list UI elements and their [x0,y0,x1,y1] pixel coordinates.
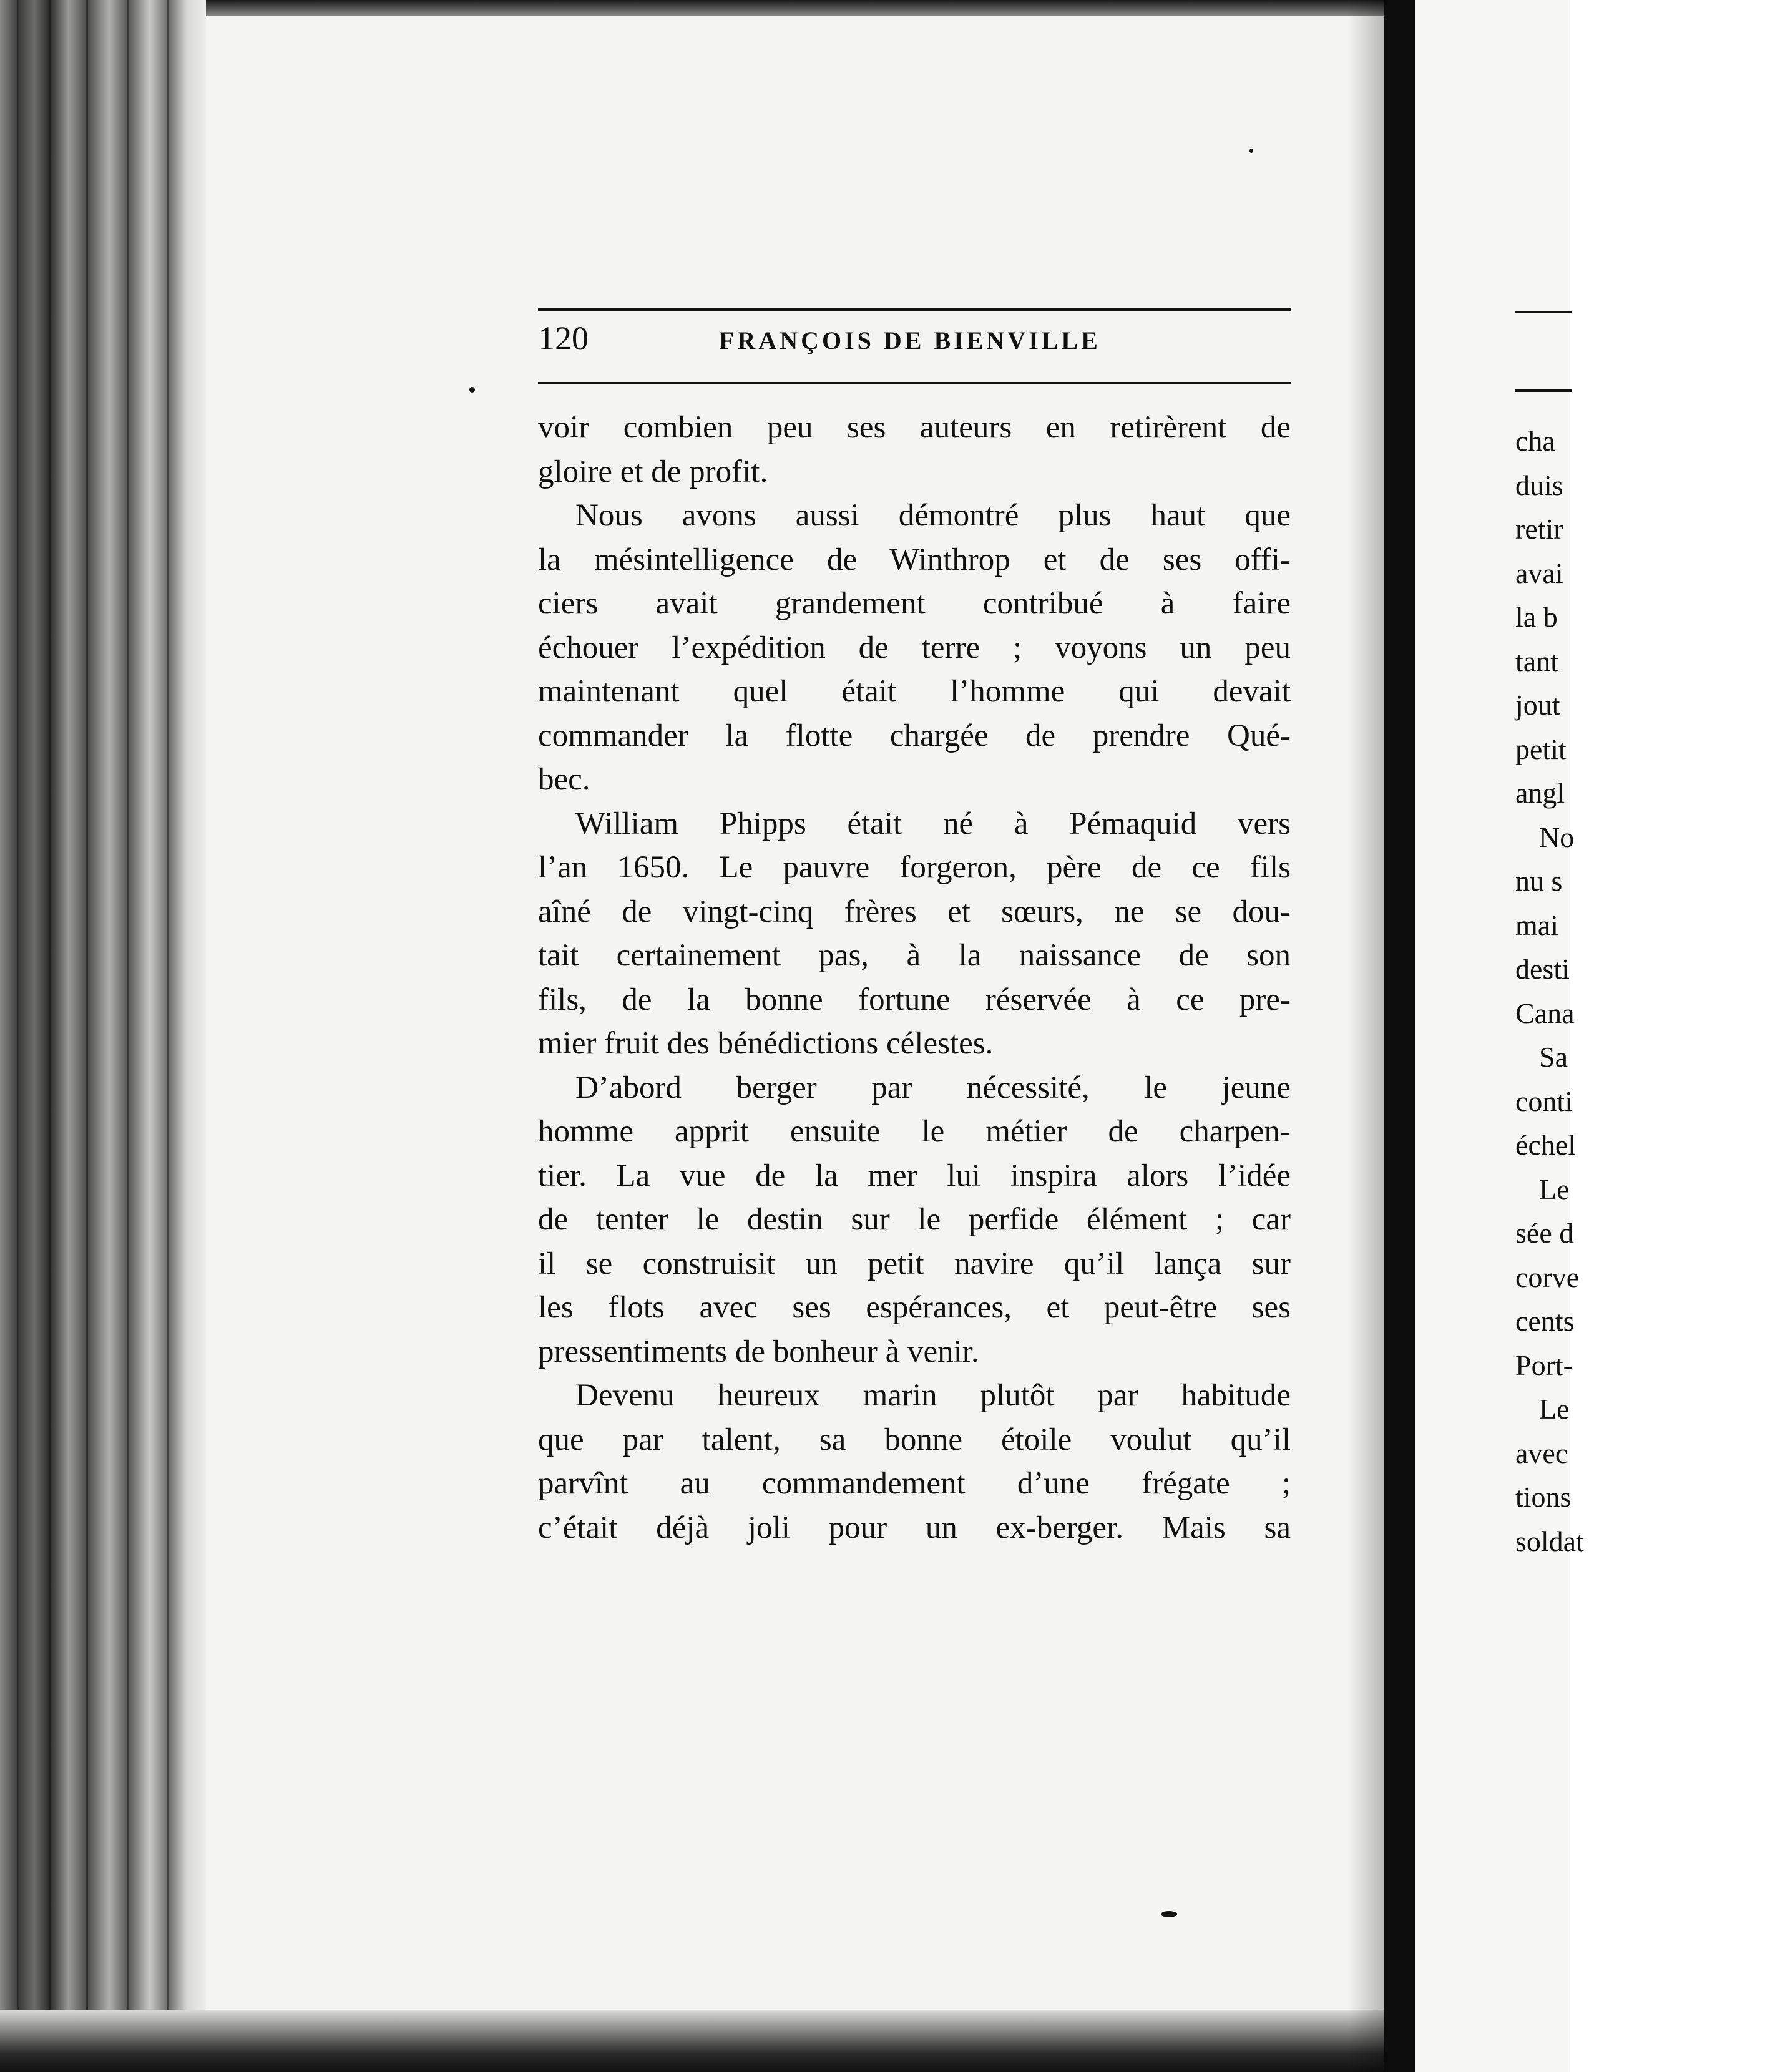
ink-speck [1161,1911,1177,1917]
ink-speck [1249,149,1253,153]
text-line: William Phipps était né à Pémaquid vers [575,806,1291,841]
text-line: bec. [538,762,590,797]
facing-text-line: petit [1515,733,1567,765]
facing-text-line: Le [1539,1393,1570,1425]
text-line: Nous avons aussi démontré plus haut que [575,498,1291,533]
facing-text-line: desti [1515,953,1570,985]
ink-speck [469,387,475,393]
text-line: il se construisit un petit navire qu’il lança sur [538,1246,1291,1281]
text-line: maintenant quel était l’homme qui devait [538,674,1291,709]
facing-text-line: Cana [1515,997,1575,1029]
right-facing-page [1415,0,1584,2072]
facing-text-line: conti [1515,1085,1573,1117]
page-edge-line [167,0,169,2072]
text-line: commander la flotte chargée de prendre Qué- [538,718,1291,753]
facing-text-line: cents [1515,1305,1575,1337]
text-line: c’était déjà joli pour un ex-berger. Mais sa [538,1510,1291,1545]
book-gutter [1384,0,1415,2072]
text-line: Devenu heureux marin plutôt par habitude [575,1378,1291,1413]
facing-text-line: échel [1515,1129,1577,1161]
text-line: homme apprit ensuite le métier de charpen- [538,1114,1291,1149]
facing-text-line: mai [1515,909,1558,941]
text-line: mier fruit des bénédictions célestes. [538,1026,994,1061]
facing-text-line: jout [1515,689,1560,721]
facing-text-line: soldat [1515,1525,1584,1557]
facing-text-line: Le [1539,1173,1570,1205]
page-number: 120 [538,320,589,357]
top-page-edge [0,0,1570,16]
header-rule-bottom [538,382,1291,384]
facing-header-rule-bottom [1515,389,1572,392]
body-text [538,406,1291,1550]
page-edge-line [49,0,51,2072]
text-line: parvînt au commandement d’une frégate ; [538,1466,1291,1501]
text-line: aîné de vingt-cinq frères et sœurs, ne se dou- [538,894,1291,929]
text-line: les flots avec ses espérances, et peut-être ses [538,1290,1291,1325]
text-line: tait certainement pas, à la naissance de son [538,938,1291,973]
running-title: FRANÇOIS DE BIENVILLE [719,326,1101,354]
text-line: l’an 1650. Le pauvre forgeron, père de ce fils [538,850,1291,885]
facing-text-line: Port- [1515,1349,1573,1381]
facing-text-line: tant [1515,645,1558,677]
facing-header-rule-top [1515,311,1572,313]
page-edge-line [86,0,88,2072]
facing-text-line: Sa [1539,1041,1568,1073]
text-line: ciers avait grandement contribué à faire [538,586,1291,621]
text-line: la mésintelligence de Winthrop et de ses offi- [538,542,1291,577]
text-line: pressentiments de bonheur à venir. [538,1334,979,1369]
text-line: voir combien peu ses auteurs en retirèrent de [538,410,1291,445]
facing-text-line: sée d [1515,1217,1574,1249]
facing-text-line: retir [1515,513,1563,545]
facing-text-line: nu s [1515,865,1563,897]
page-edge-line [127,0,129,2072]
facing-page-text [1515,419,1765,1563]
facing-text-line: tions [1515,1481,1572,1513]
facing-text-line: cha [1515,425,1555,457]
facing-text-line: avai [1515,557,1563,589]
facing-text-line: corve [1515,1261,1580,1293]
bottom-page-edge [0,2010,1398,2072]
text-line: tier. La vue de la mer lui inspira alors l’idée [538,1158,1291,1193]
page-edge-line [17,0,19,2072]
facing-text-line: duis [1515,469,1563,501]
text-line: échouer l’expédition de terre ; voyons un peu [538,630,1291,665]
gutter-shadow [1348,0,1384,2072]
text-line: fils, de la bonne fortune réservée à ce pre- [538,982,1291,1017]
left-page-edges [0,0,206,2072]
facing-text-line: No [1539,821,1575,853]
facing-text-line: avec [1515,1437,1568,1469]
facing-text-line: angl [1515,777,1565,809]
text-line: que par talent, sa bonne étoile voulut qu’il [538,1422,1291,1457]
facing-text-line: la b [1515,601,1558,633]
header-rule-top [538,308,1291,311]
text-line: de tenter le destin sur le perfide élément ; car [538,1202,1291,1237]
text-line: D’abord berger par nécessité, le jeune [575,1070,1291,1105]
text-line: gloire et de profit. [538,454,768,489]
